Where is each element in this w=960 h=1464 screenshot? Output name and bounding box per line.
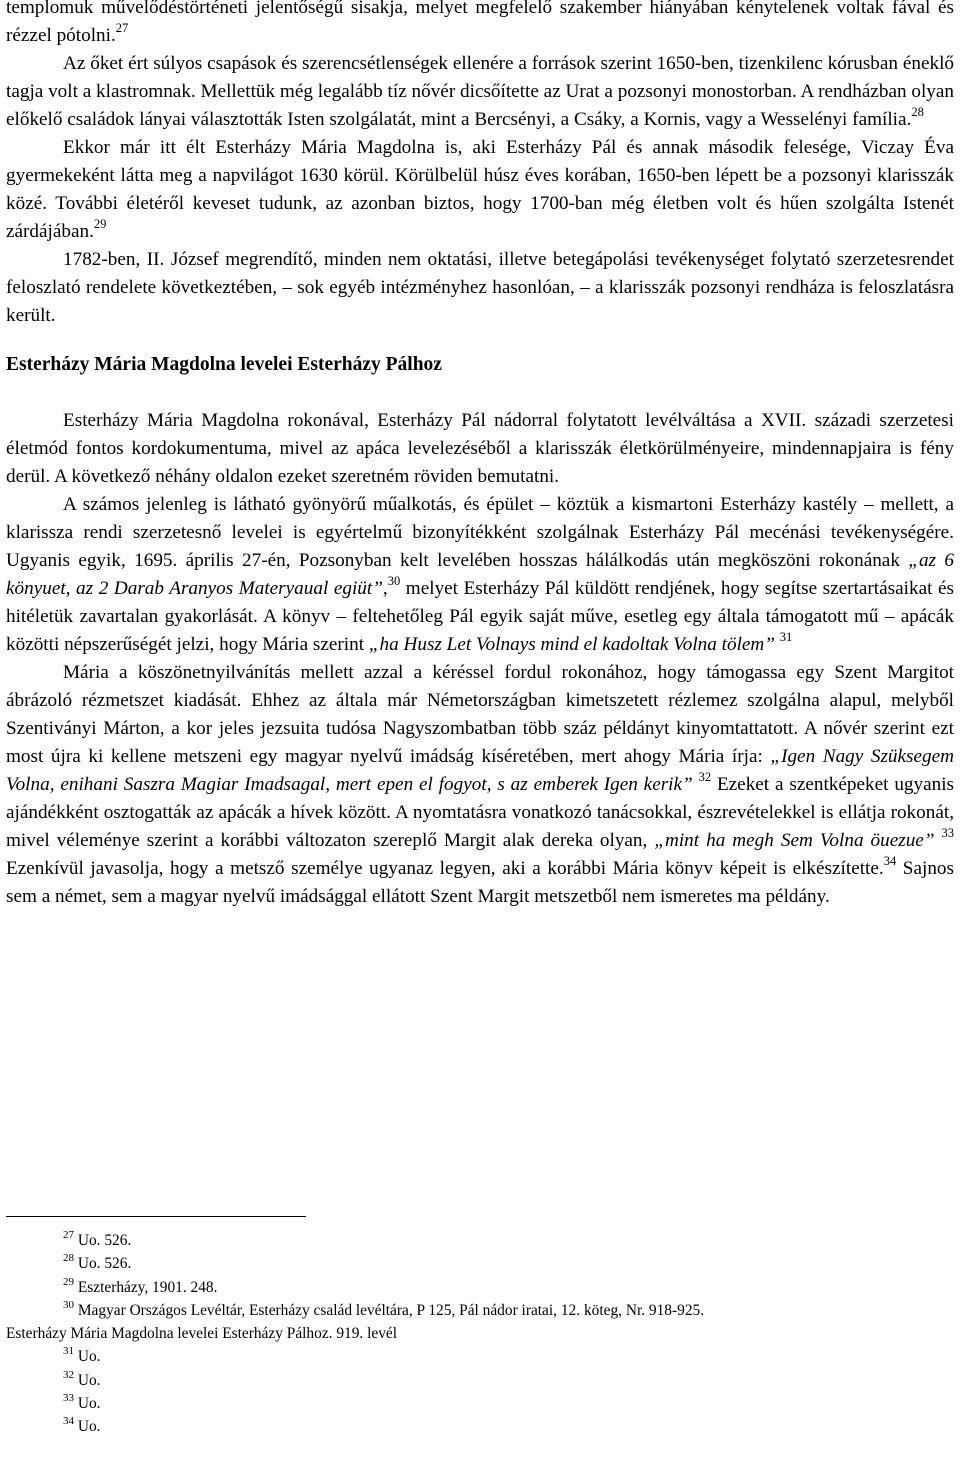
quote-waist: „mint ha megh Sem Volna öuezue” [654, 830, 935, 851]
footnote-ref-32: 32 [698, 770, 712, 784]
footnote-ref-30: 30 [387, 574, 401, 588]
footnote-text: Uo. 526. [77, 1255, 132, 1273]
paragraph-engraving [6, 659, 954, 911]
quote-books: „az 6 könyuet, az 2 Darab Aranyos Materyaual egiüt” [6, 550, 954, 599]
body-text [6, 0, 954, 911]
footnote-number: 29 [63, 1275, 74, 1288]
footnote-ref-29: 29 [93, 217, 107, 231]
paragraph-text: melyet Esterházy Pál küldött rendjének, hogy segítse szertartásaikat és hitéletük zavartalan gyakorlását. A könyv – feltehetőleg Pál egyik saját műve, esetleg egy általa támogatott mű – apácák közötti népszerűségét jelzi, hogy Mária szerint [6, 578, 954, 655]
footnote-number: 28 [63, 1252, 74, 1265]
paragraph-text: Ezeket a szentképeket ugyanis ajándékként osztogatták az apácák a hívek között. A nyomtatásra vonatkozó tanácsokkal, észrevételekkel is ellátja rokonát, mivel véleménye szerint a korábbi változaton szereplő Margit alak dereka olyan, [6, 774, 955, 851]
footnote-27 [6, 1229, 954, 1252]
footnote-30-continuation [6, 1322, 954, 1345]
paragraph-text: A számos jelenleg is látható gyönyörű műalkotás, és épület – köztük a kismartoni Esterházy kastély – mellett, a klarissza rendi szerzetesnő levelei is egyértelmű bizonyítékként szolgálnak Esterházy Pál mecénási tevékenységére. Ugyanis egyik, 1695. április 27-én, Pozsonyban kelt levelében hosszas hálálkodás után megköszöni rokonának [6, 494, 954, 571]
paragraph-text: 1782-ben, II. József megrendítő, minden nem oktatási, illetve betegápolási tevékenységet folytató szerzetesrendet feloszlató rendelete következtében, – sok egyéb intézményhez hasonlóan, – a klarisszák pozsonyi rendháza is feloszlatásra került. [6, 249, 954, 326]
footnote-30 [6, 1299, 954, 1322]
quote-popularity: „ha Husz Let Volnays mind el kadoltak Volna tölem” [368, 634, 775, 655]
footnote-text: Uo. 526. [77, 1232, 132, 1249]
paragraph-choir [6, 50, 954, 134]
paragraph-intro [6, 0, 954, 50]
paragraph-text: Az őket ért súlyos csapások és szerencsétlenségek ellenére a források szerint 1650-ben, tizenkilenc kórusban éneklő tagja volt a klastromnak. Mellettük még legalább tíz nővér dicsőítette az Urat a pozsonyi monostorban. A rendházban olyan előkelő családok lányai választották Isten szolgálatát, mint a Bercsényi, a Csáky, a Kornis, vagy a Wesselényi família. [6, 53, 954, 130]
paragraph-text: Mária a köszönetnyilvánítás mellett azzal a kéréssel fordul rokonához, hogy támogassa egy Szent Margitot ábrázoló rézmetszet kiadását. Ehhez az általa már Németországban kimetszetett rézlemez szolgálna alapul, melyből Szentiványi Márton, a kor jeles jezsuita tudósa Nagyszombatban több száz példányt kinyomtattatott. A nővér szerint ezt most újra ki kellene metszeni egy magyar nyelvű imádság kíséretében, mert ahogy Mária írja: [6, 662, 954, 767]
footnote-29 [6, 1276, 954, 1299]
paragraph-patronage [6, 491, 954, 659]
footnote-number: 33 [63, 1392, 74, 1405]
paragraph-text: , [382, 578, 388, 599]
footnote-ref-33: 33 [941, 826, 955, 840]
footnote-ref-27: 27 [115, 21, 129, 35]
footnote-divider [6, 1216, 306, 1217]
paragraph-text: templomuk művelődéstörténeti jelentőségű sisakja, melyet megfelelő szakember hiányában kénytelenek voltak fával és rézzel pótolni. [6, 0, 954, 46]
footnote-ref-28: 28 [911, 105, 924, 119]
footnote-ref-34: 34 [883, 854, 897, 868]
footnote-32 [6, 1369, 954, 1392]
footnote-number: 32 [63, 1368, 74, 1381]
footnote-28 [6, 1252, 954, 1275]
footnote-33 [6, 1392, 954, 1415]
footnote-ref-31: 31 [779, 630, 793, 644]
paragraph-text: Sajnos sem a német, sem a magyar nyelvű imádsággal ellátott Szent Margit metszetből nem ismeretes ma példány. [6, 858, 954, 907]
paragraph-letters-intro [6, 407, 954, 491]
footnote-text: Eszterházy, 1901. 248. [77, 1278, 218, 1296]
footnote-text: Uo. [77, 1348, 101, 1366]
footnote-text: Magyar Országos Levéltár, Esterházy család levéltára, P 125, Pál nádor iratai, 12. köteg, Nr. 918-925. [77, 1301, 705, 1319]
footnotes-section [6, 1216, 954, 1439]
footnote-31 [6, 1345, 954, 1368]
footnote-text: Uo. [77, 1418, 101, 1436]
footnote-number: 31 [63, 1345, 74, 1358]
paragraph-maria-magdolna [6, 134, 954, 246]
footnote-text: Esterházy Mária Magdolna levelei Esterházy Pálhoz. 919. levél [6, 1325, 398, 1343]
footnote-number: 30 [63, 1298, 74, 1311]
paragraph-text: Ekkor már itt élt Esterházy Mária Magdolna is, aki Esterházy Pál és annak második felesége, Viczay Éva gyermekeként látta meg a napvilágot 1630 körül. Körülbelül húsz éves korában, 1650-ben lépett be a pozsonyi klarisszák közé. További életéről keveset tudunk, az azonban biztos, hogy 1700-ban még életben volt és hűen szolgálta Istenét zárdájában. [6, 137, 954, 242]
quote-prayer: „Igen Nagy Szüksegem Volna, enihani Saszra Magiar Imadsagal, mert epen el fogyot, s az emberek Igen kerik” [6, 746, 954, 795]
paragraph-dissolution [6, 246, 954, 330]
paragraph-text: Esterházy Mária Magdolna rokonával, Esterházy Pál nádorral folytatott levélváltása a XVII. századi szerzetesi életmód fontos kordokumentuma, mivel az apáca levelezéséből a klarisszák életkörülményeire, mindennapjaira is fény derül. A következő néhány oldalon ezeket szeretném röviden bemutatni. [6, 410, 954, 487]
paragraph-text: Ezenkívül javasolja, hogy a metsző személye ugyanaz legyen, aki a korábbi Mária könyv képeit is elkészítette. [6, 858, 884, 879]
footnote-number: 34 [63, 1415, 74, 1428]
footnote-number: 27 [63, 1229, 74, 1241]
section-heading: Esterházy Mária Magdolna levelei Esterházy Pálhoz [6, 354, 442, 375]
footnote-text: Uo. [77, 1395, 101, 1413]
footnote-34 [6, 1415, 954, 1438]
footnote-text: Uo. [77, 1371, 101, 1389]
